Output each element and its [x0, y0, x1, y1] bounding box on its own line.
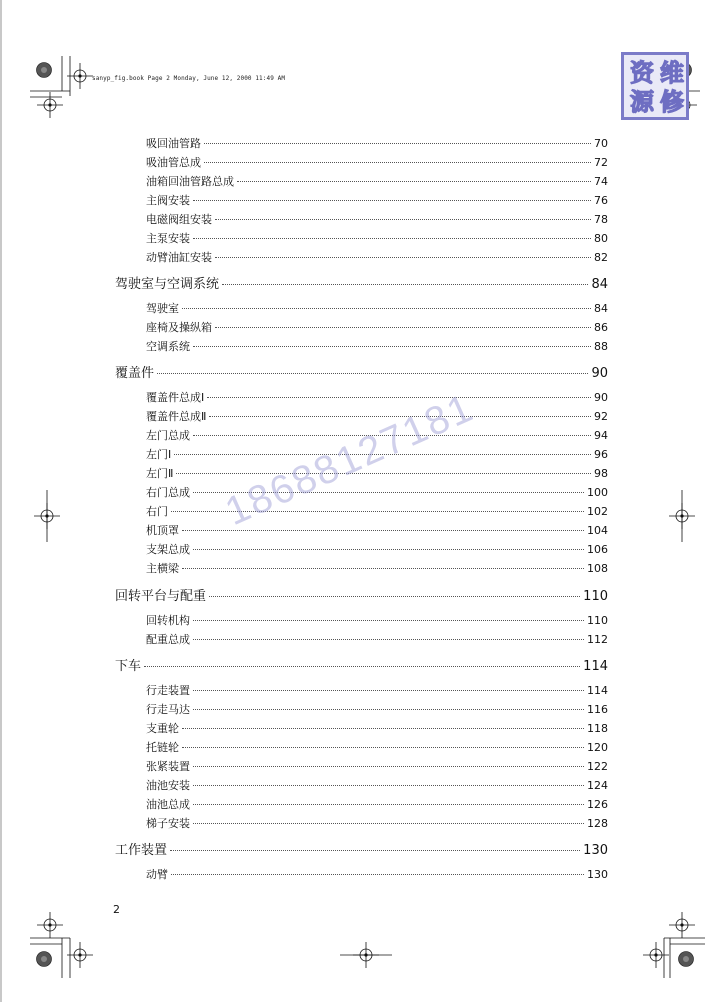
toc-entry: [146, 866, 608, 882]
toc-entry-page: 124: [587, 779, 608, 792]
toc-entry-page: 102: [587, 505, 608, 518]
toc-entry: [146, 739, 608, 755]
toc-entry-page: 126: [587, 798, 608, 811]
file-header: sanyp_fig.book Page 2 Monday, June 12, 2000 11:49 AM: [92, 75, 286, 82]
toc-entry-title: 主泵安装: [146, 232, 190, 245]
toc-entry-title: 驾驶室与空调系统: [115, 277, 220, 292]
toc-entry-page: 112: [587, 633, 608, 646]
toc-entry-title: 支架总成: [146, 543, 190, 556]
toc-entry-title: 梯子安装: [146, 817, 190, 830]
toc-dot-leader: [193, 709, 584, 710]
repair-resource-stamp: [621, 52, 689, 120]
toc-entry-title: 油箱回油管路总成: [146, 175, 234, 188]
toc-entry-page: 130: [587, 868, 608, 881]
toc-entry-title: 主横梁: [146, 562, 179, 575]
toc-entry: [146, 249, 608, 265]
toc-dot-leader: [193, 435, 591, 436]
toc-entry-page: 94: [594, 429, 608, 442]
toc-dot-leader: [193, 785, 584, 786]
toc-dot-leader: [171, 874, 584, 875]
toc-dot-leader: [176, 473, 591, 474]
toc-entry: [146, 154, 608, 170]
toc-entry-title: 动臂油缸安装: [146, 251, 212, 264]
corner-disc-icon: [37, 952, 52, 967]
toc-dot-leader: [193, 346, 591, 347]
corner-disc-icon: [679, 952, 694, 967]
toc-entry: [146, 465, 608, 481]
toc-section-entry: [115, 655, 608, 674]
toc-entry-title: 回转平台与配重: [115, 589, 207, 604]
toc-entry-page: 106: [587, 543, 608, 556]
toc-entry-title: 下车: [115, 659, 142, 674]
toc-entry-title: 左门Ⅰ: [146, 448, 172, 461]
toc-dot-leader: [215, 219, 591, 220]
toc-dot-leader: [193, 804, 584, 805]
toc-entry-title: 右门: [146, 505, 168, 518]
toc-entry-title: 托链轮: [146, 741, 179, 754]
toc-entry-title: 吸回油管路: [146, 137, 201, 150]
registration-target-icon: [67, 63, 93, 89]
toc-entry-page: 114: [587, 684, 608, 697]
toc-entry-page: 90: [594, 391, 608, 404]
toc-entry-page: 84: [591, 277, 608, 292]
toc-entry-page: 110: [583, 589, 608, 604]
toc-entry: [146, 777, 608, 793]
toc-entry-title: 座椅及操纵箱: [146, 321, 212, 334]
toc-entry: [146, 560, 608, 576]
toc-entry-page: 104: [587, 524, 608, 537]
toc-entry-page: 78: [594, 213, 608, 226]
toc-entry: [146, 319, 608, 335]
toc-entry-page: 92: [594, 410, 608, 423]
toc-dot-leader: [207, 397, 591, 398]
toc-entry-page: 128: [587, 817, 608, 830]
toc-entry: [146, 682, 608, 698]
toc-entry-page: 116: [587, 703, 608, 716]
toc-entry-title: 左门Ⅱ: [146, 467, 174, 480]
toc-entry: [146, 389, 608, 405]
toc-entry: [146, 541, 608, 557]
toc-entry-page: 80: [594, 232, 608, 245]
toc-dot-leader: [182, 747, 584, 748]
toc-entry-title: 油池安装: [146, 779, 190, 792]
toc-entry-title: 左门总成: [146, 429, 190, 442]
toc-entry: [146, 701, 608, 717]
toc-entry-page: 110: [587, 614, 608, 627]
toc-entry: [146, 135, 608, 151]
toc-entry: [146, 815, 608, 831]
toc-entry-page: 118: [587, 722, 608, 735]
toc-entry-page: 122: [587, 760, 608, 773]
toc-entry-page: 70: [594, 137, 608, 150]
toc-entry-title: 右门总成: [146, 486, 190, 499]
toc-dot-leader: [222, 284, 588, 285]
toc-dot-leader: [193, 639, 584, 640]
toc-entry: [146, 484, 608, 500]
toc-entry-title: 空调系统: [146, 340, 190, 353]
toc-entry-title: 支重轮: [146, 722, 179, 735]
registration-target-icon: [67, 942, 93, 968]
toc-entry-title: 覆盖件: [115, 366, 155, 381]
toc-dot-leader: [215, 327, 591, 328]
toc-section-entry: [115, 585, 608, 604]
toc-entry: [146, 211, 608, 227]
toc-entry-title: 动臂: [146, 868, 168, 881]
toc-entry: [146, 503, 608, 519]
toc-entry-page: 120: [587, 741, 608, 754]
toc-entry: [146, 427, 608, 443]
toc-entry-page: 100: [587, 486, 608, 499]
toc-dot-leader: [204, 143, 591, 144]
toc-entry-page: 86: [594, 321, 608, 334]
toc-entry-title: 覆盖件总成Ⅱ: [146, 410, 207, 423]
toc-dot-leader: [193, 238, 591, 239]
toc-entry-page: 98: [594, 467, 608, 480]
stamp-char: 源: [630, 88, 654, 116]
toc-dot-leader: [209, 416, 591, 417]
toc-entry: [146, 522, 608, 538]
toc-dot-leader: [193, 200, 591, 201]
toc-section-entry: [115, 273, 608, 292]
toc-entry: [146, 173, 608, 189]
toc-entry-title: 回转机构: [146, 614, 190, 627]
toc-entry-page: 88: [594, 340, 608, 353]
toc-entry-page: 74: [594, 175, 608, 188]
toc-entry: [146, 192, 608, 208]
toc-section-entry: [115, 362, 608, 381]
toc-entry: [146, 758, 608, 774]
toc-entry-title: 覆盖件总成Ⅰ: [146, 391, 205, 404]
toc-dot-leader: [193, 492, 584, 493]
toc-dot-leader: [182, 568, 584, 569]
toc-dot-leader: [182, 530, 584, 531]
toc-dot-leader: [174, 454, 591, 455]
stamp-char: 维: [660, 59, 684, 87]
toc-dot-leader: [182, 308, 591, 309]
toc-entry-page: 76: [594, 194, 608, 207]
toc-dot-leader: [237, 181, 591, 182]
toc-entry-title: 驾驶室: [146, 302, 179, 315]
toc-dot-leader: [193, 823, 584, 824]
toc-entry: [146, 631, 608, 647]
toc-dot-leader: [193, 620, 584, 621]
toc-entry-page: 72: [594, 156, 608, 169]
toc-section-entry: [115, 839, 608, 858]
toc-entry-title: 行走装置: [146, 684, 190, 697]
toc-entry: [146, 230, 608, 246]
toc-entry-page: 96: [594, 448, 608, 461]
page-number: 2: [113, 903, 120, 916]
registration-target-icon: [643, 942, 669, 968]
toc-dot-leader: [215, 257, 591, 258]
toc-entry: [146, 720, 608, 736]
toc-entry-title: 工作装置: [115, 843, 168, 858]
toc-dot-leader: [204, 162, 591, 163]
toc-dot-leader: [209, 596, 580, 597]
toc-entry-title: 吸油管总成: [146, 156, 201, 169]
stamp-char: 资: [630, 59, 654, 87]
toc-entry: [146, 338, 608, 354]
toc-dot-leader: [171, 511, 584, 512]
toc-dot-leader: [170, 850, 580, 851]
registration-target-icon: [37, 92, 63, 118]
toc-dot-leader: [193, 549, 584, 550]
toc-entry-page: 114: [583, 659, 608, 674]
toc-entry-title: 机顶罩: [146, 524, 179, 537]
registration-target-icon: [669, 912, 695, 938]
toc-entry-page: 82: [594, 251, 608, 264]
toc-entry: [146, 796, 608, 812]
toc-entry: [146, 300, 608, 316]
toc-entry-title: 行走马达: [146, 703, 190, 716]
toc-entry-title: 配重总成: [146, 633, 190, 646]
toc-dot-leader: [182, 728, 584, 729]
toc-dot-leader: [193, 766, 584, 767]
toc-entry-title: 电磁阀组安装: [146, 213, 212, 226]
toc-entry-page: 108: [587, 562, 608, 575]
stamp-char: 修: [660, 88, 684, 116]
phone-watermark: 18688127181: [218, 385, 481, 535]
toc-dot-leader: [193, 690, 584, 691]
toc-entry: [146, 408, 608, 424]
toc-entry-page: 84: [594, 302, 608, 315]
toc-dot-leader: [144, 666, 580, 667]
corner-disc-icon: [37, 63, 52, 78]
toc-entry-title: 主阀安装: [146, 194, 190, 207]
toc-entry-page: 90: [591, 366, 608, 381]
toc-entry-page: 130: [583, 843, 608, 858]
toc-entry-title: 张紧装置: [146, 760, 190, 773]
toc-entry: [146, 612, 608, 628]
toc-entry-title: 油池总成: [146, 798, 190, 811]
toc-entry: [146, 446, 608, 462]
registration-target-icon: [37, 912, 63, 938]
toc-dot-leader: [157, 373, 588, 374]
